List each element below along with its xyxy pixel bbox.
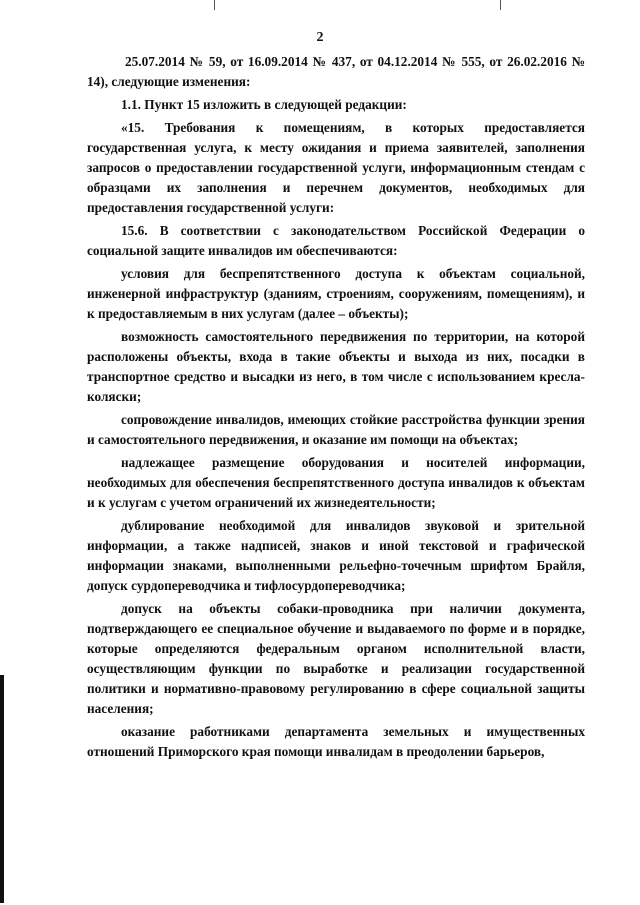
document-body xyxy=(87,52,585,765)
paragraph-amendment-dates: 25.07.2014 № 59, от 16.09.2014 № 437, от 04.12.2014 № 555, от 26.02.2016 № 14), следующие изменения: xyxy=(87,54,585,89)
paragraph-escort: сопровождение инвалидов, имеющих стойкие расстройства функции зрения и самостоятельного передвижения, и оказание им помощи на объектах; xyxy=(87,412,585,447)
scan-edge-shadow xyxy=(0,675,4,903)
paragraph-guide-dog: допуск на объекты собаки-проводника при наличии документа, подтверждающего ее специальное обучение и выдаваемого по форме и в порядке, которые определяются федеральным органом исполнительной власти, осуществляющим функции по выработке и реализации государственной политики и нормативно-правовому регулированию в сфере социальной защиты населения; xyxy=(87,601,585,716)
paragraph-equipment-placement: надлежащее размещение оборудования и носителей информации, необходимых для обеспечения беспрепятственного доступа инвалидов к объектам и к услугам с учетом ограничений их жизнедеятельности; xyxy=(87,455,585,510)
paragraph-item-1-1: 1.1. Пункт 15 изложить в следующей редакции: xyxy=(121,97,407,112)
top-edge-mark-left xyxy=(214,0,215,10)
paragraph-item-15-6: 15.6. В соответствии с законодательством Российской Федерации о социальной защите инвалидов им обеспечиваются: xyxy=(87,223,585,258)
paragraph-information-duplication: дублирование необходимой для инвалидов звуковой и зрительной информации, а также надписей, знаков и иной текстовой и графической информации знаками, выполненными рельефно-точечным шрифтом Брайля, допуск сурдопереводчика и тифлосурдопереводчика; xyxy=(87,518,585,593)
paragraph-item-15: «15. Требования к помещениям, в которых предоставляется государственная услуга, к месту ожидания и приема заявителей, заполнения запросов о предоставлении государственной услуги, информационным стендам с образцами их заполнения и перечнем документов, необходимых для предоставления государственной услуги: xyxy=(87,120,585,215)
paragraph-independent-movement: возможность самостоятельного передвижения по территории, на которой расположены объекты, входа в такие объекты и выхода из них, посадки в транспортное средство и высадки из него, в том числе с использованием кресла-коляски; xyxy=(87,329,585,404)
top-edge-mark-right xyxy=(500,0,501,10)
paragraph-access-conditions: условия для беспрепятственного доступа к объектам социальной, инженерной инфраструктур (зданиям, строениям, сооружениям, помещениям), и к предоставляемым в них услугам (далее – объекты); xyxy=(87,266,585,321)
page-number: 2 xyxy=(316,30,324,45)
paragraph-staff-assistance: оказание работниками департамента земельных и имущественных отношений Приморского края помощи инвалидам в преодолении барьеров, xyxy=(87,724,585,759)
